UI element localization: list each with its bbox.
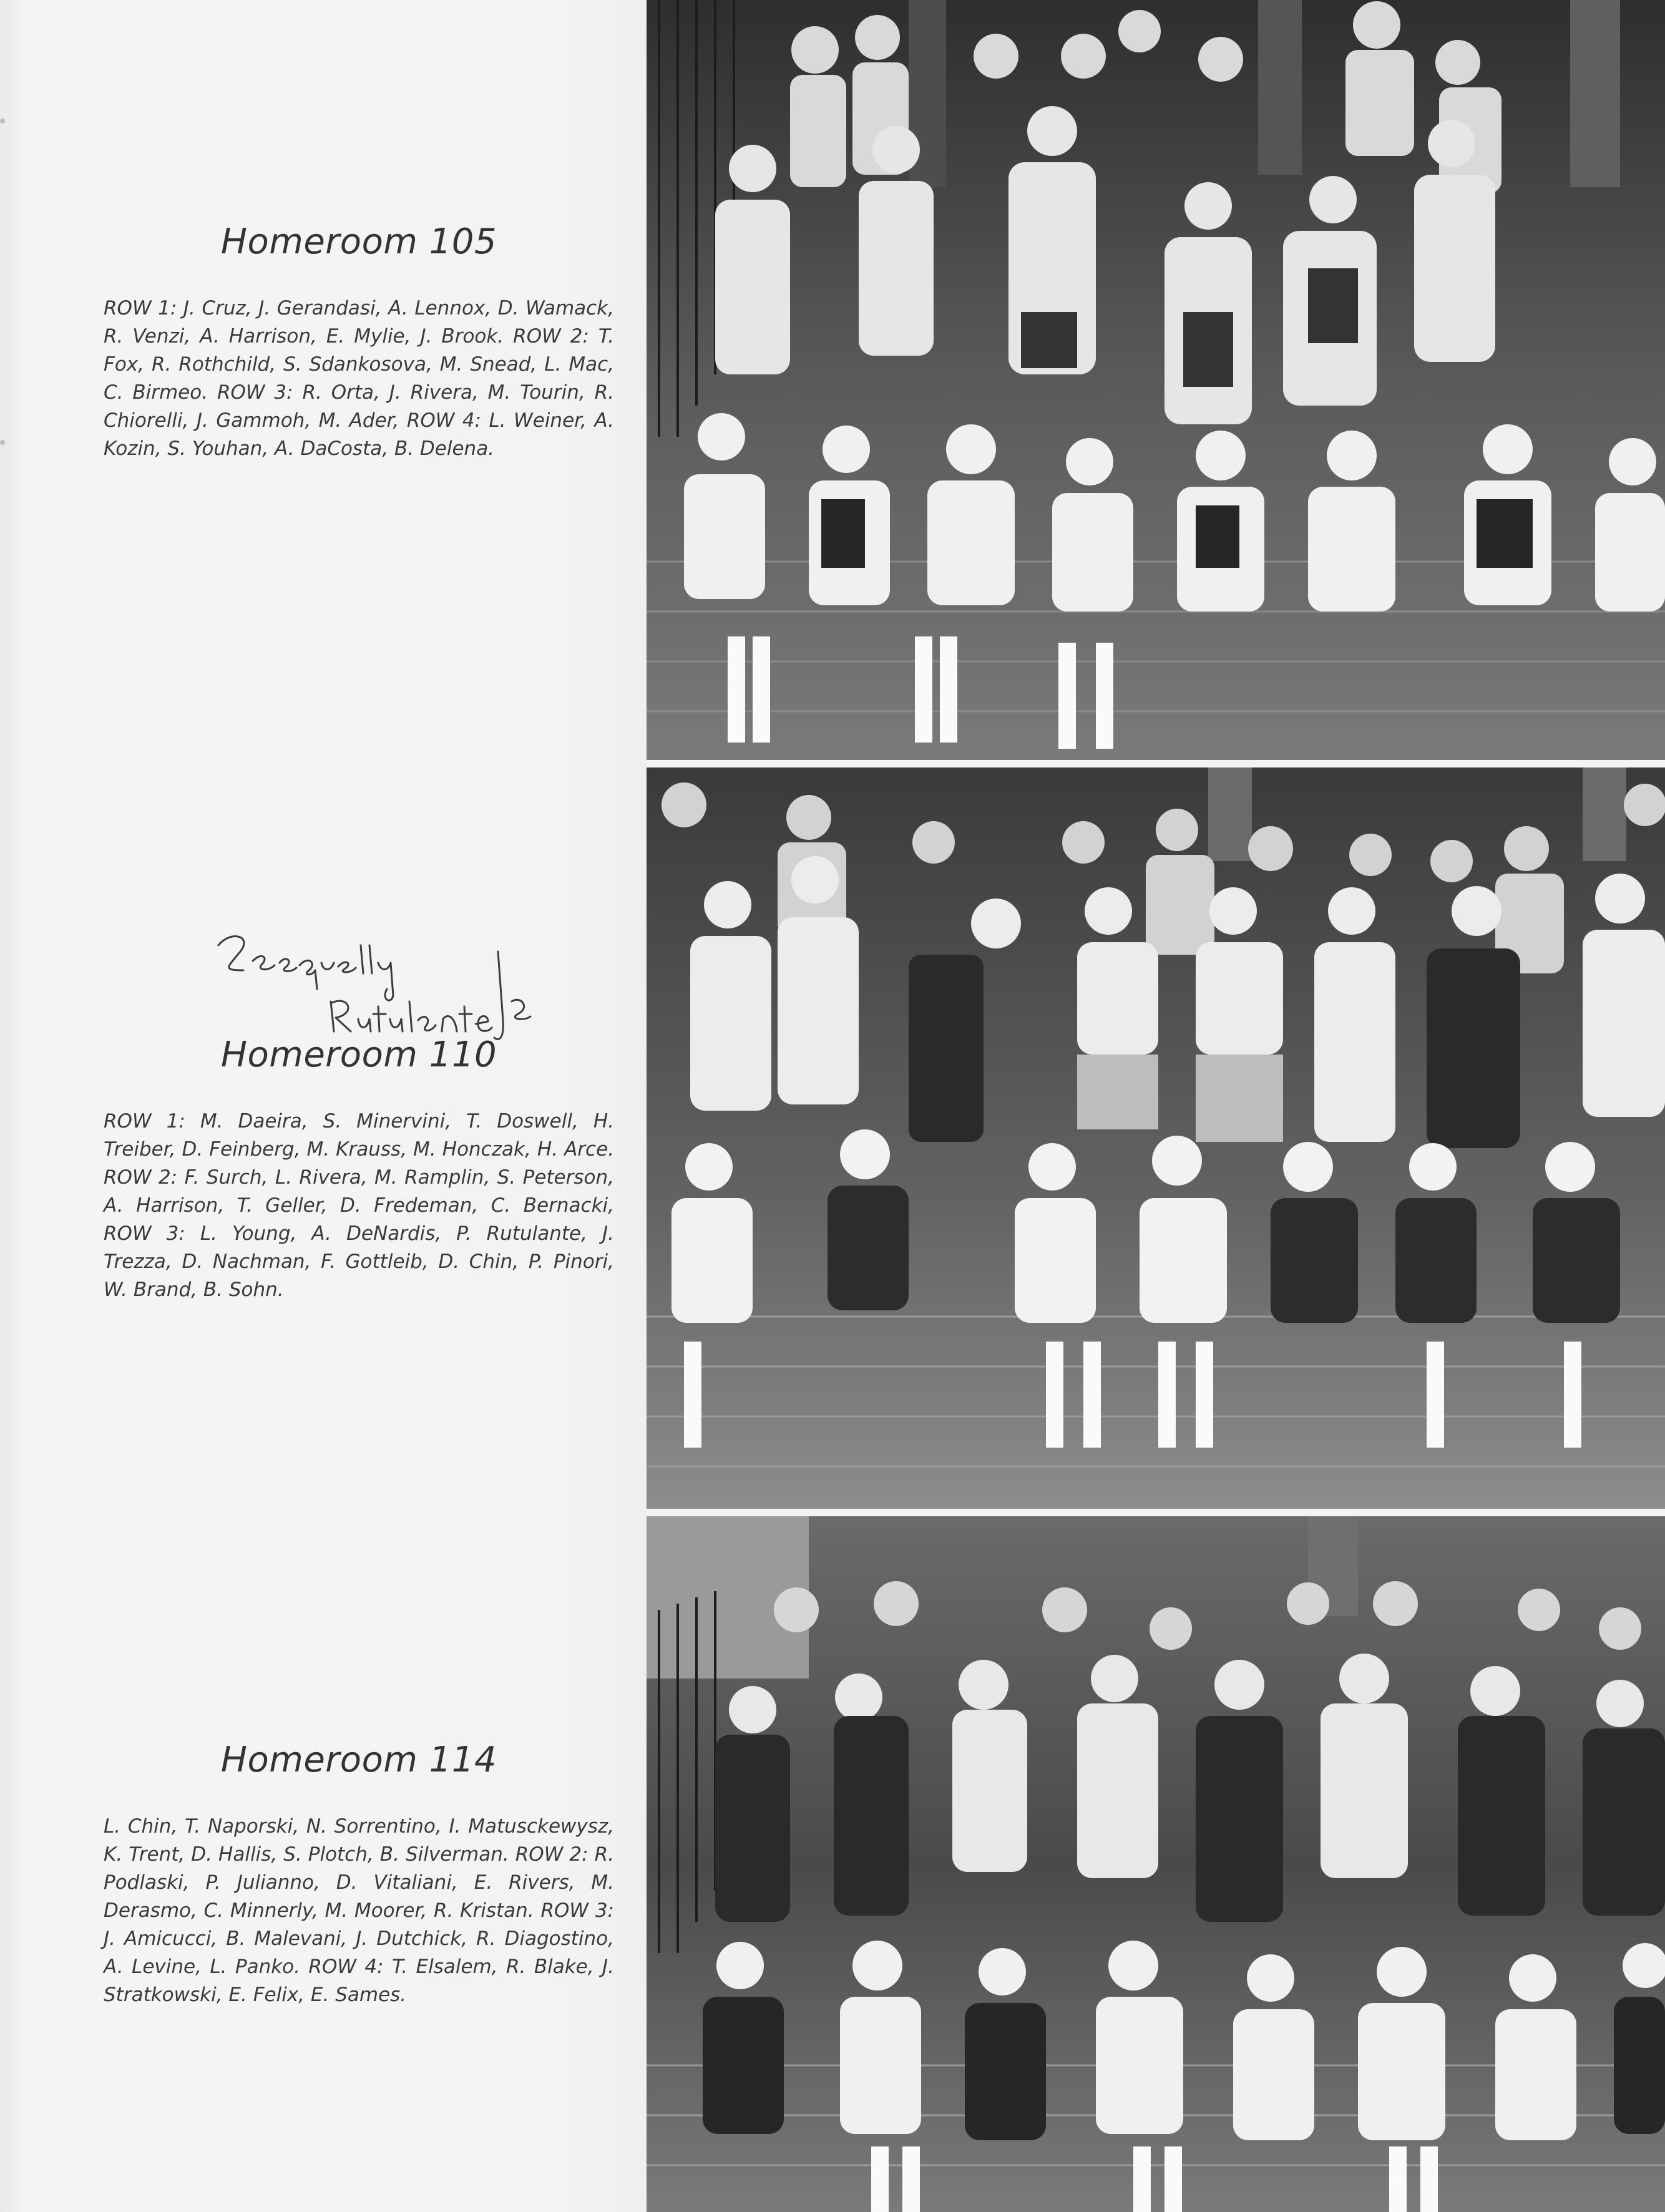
homeroom-110-roster: ROW 1: M. Daeira, S. Minervini, T. Doswell, H. Treiber, D. Feinberg, M. Krauss, M. Honczak, H. Arce. ROW 2: F. Surch, L. Rivera, M. Ramplin, S. Peterson, A. Harrison, T. Geller, D. Fredeman, C. Bernacki, ROW 3: L. Young, A. DeNardis, P. Rutulante, J. Trezza, D. Nachman, F. Gottleib, D. Chin, P. Pinori, W. Brand, B. Sohn. xyxy=(104,1110,614,1301)
binder-mark xyxy=(0,119,5,124)
homeroom-110-photo xyxy=(647,767,1665,1509)
binder-mark xyxy=(0,440,5,445)
homeroom-114-roster: L. Chin, T. Naporski, N. Sorrentino, I. Matusckewysz, K. Trent, D. Hallis, S. Plotch, B. Silverman. ROW 2: R. Podlaski, P. Julianno, D. Vitaliani, E. Rivers, M. Derasmo, C. Minnerly, M. Moorer, R. Kristan. ROW 3: J. Amicucci, B. Malevani, J. Dutchick, R. Diagostino, A. Levine, L. Panko. ROW 4: T. Elsalem, R. Blake, J. Stratkowski, E. Felix, E. Sames. xyxy=(104,1815,614,2006)
homeroom-114-photo xyxy=(647,1516,1665,2212)
photo-divider xyxy=(647,1509,1665,1516)
homeroom-105-title: Homeroom 105 xyxy=(220,222,497,262)
homeroom-114-caption xyxy=(104,1740,614,2009)
homeroom-110-title: Homeroom 110 xyxy=(220,1035,497,1075)
photo-divider xyxy=(647,760,1665,767)
handwritten-signature xyxy=(206,927,555,1051)
homeroom-105-roster: ROW 1: J. Cruz, J. Gerandasi, A. Lennox, D. Wamack, R. Venzi, A. Harrison, E. Mylie, J. Brook. ROW 2: T. Fox, R. Rothchild, S. Sdankosova, M. Snead, L. Mac, C. Birmeo. ROW 3: R. Orta, J. Rivera, M. Tourin, R. Chiorelli, J. Gammoh, M. Ader, ROW 4: L. Weiner, A. Kozin, S. Youhan, A. DaCosta, B. Delena. xyxy=(104,297,614,460)
homeroom-114-title: Homeroom 114 xyxy=(220,1740,497,1780)
homeroom-105-caption xyxy=(104,222,614,463)
homeroom-110-caption xyxy=(104,1035,614,1304)
homeroom-105-photo xyxy=(647,0,1665,760)
